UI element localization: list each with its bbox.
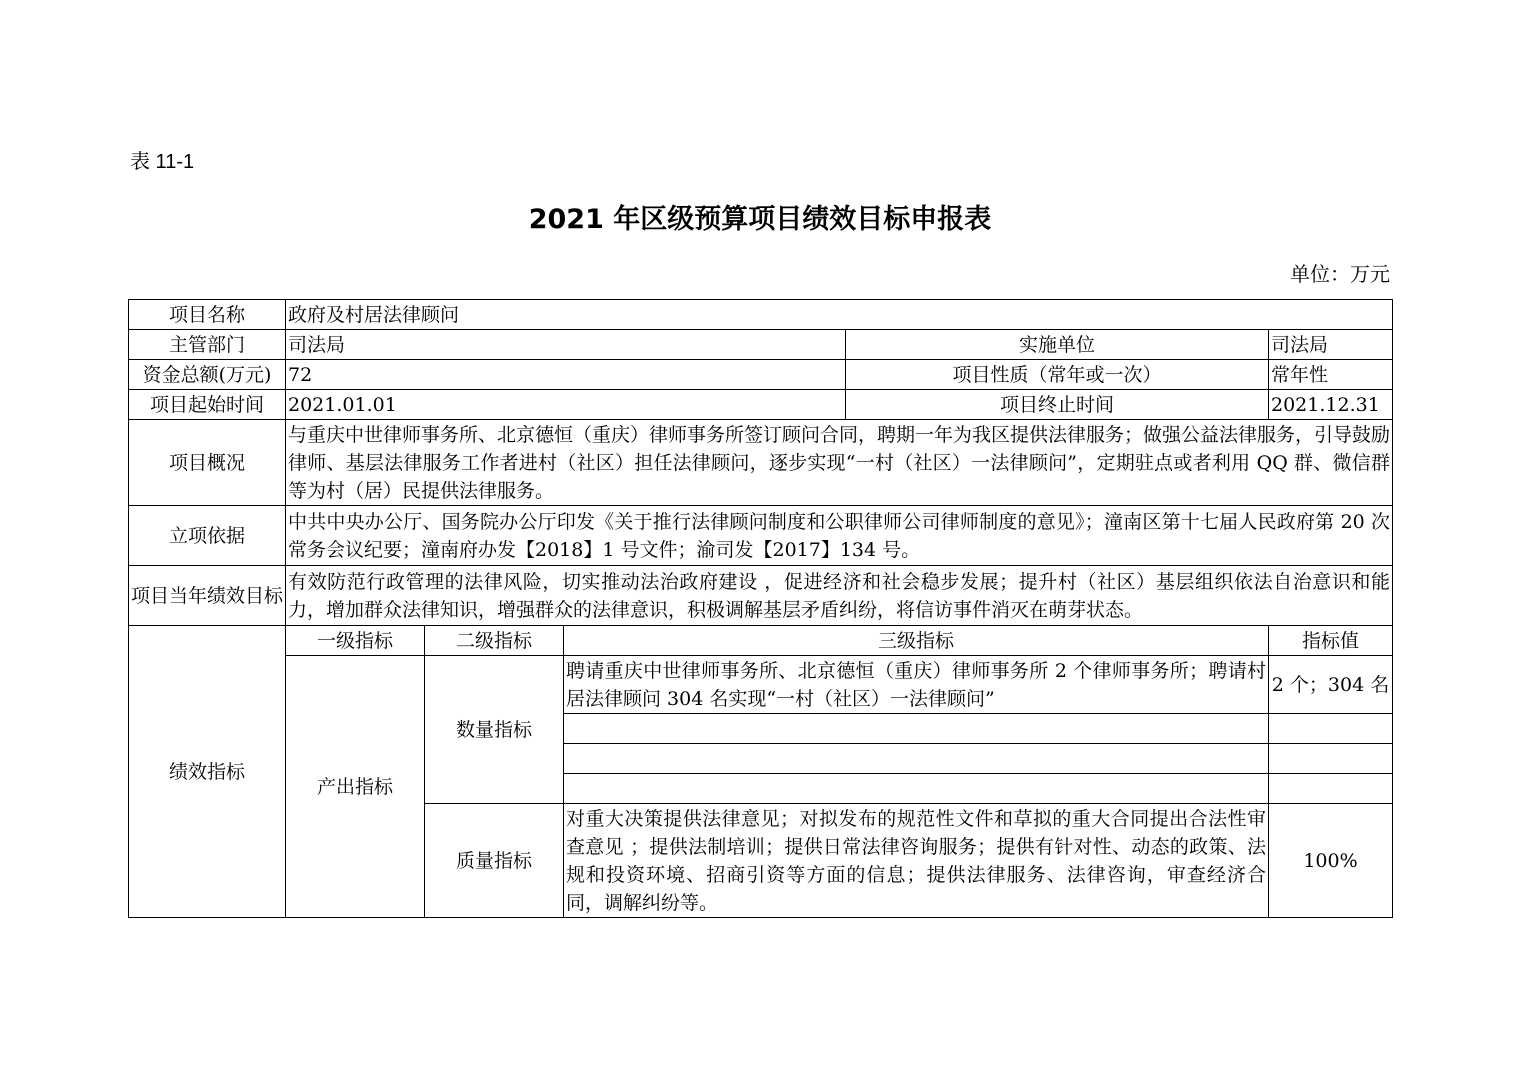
implementing-unit-label: 实施单位 <box>846 330 1269 360</box>
start-date-label: 项目起始时间 <box>129 390 286 420</box>
quantity-indicator-text: 聘请重庆中世律师事务所、北京德恒（重庆）律师事务所 2 个律师事务所；聘请村居法律顾问 304 名实现“一村（社区）一法律顾问” <box>564 656 1269 714</box>
basis-value: 中共中央办公厅、国务院办公厅印发《关于推行法律顾问制度和公职律师公司律师制度的意见》；潼南区第十七届人民政府第 20 次常务会议纪要；潼南府办发【2018】1 号文件；渝司发【2017】134 号。 <box>286 506 1393 566</box>
quantity-indicator-text <box>564 714 1269 744</box>
fund-total-value: 72 <box>286 360 846 390</box>
end-date-value: 2021.12.31 <box>1269 390 1393 420</box>
project-name-label: 项目名称 <box>129 300 286 330</box>
basis-label: 立项依据 <box>129 506 286 566</box>
end-date-label: 项目终止时间 <box>846 390 1269 420</box>
quantity-indicator-value: 2 个；304 名 <box>1269 656 1393 714</box>
quantity-indicator-label: 数量指标 <box>425 656 564 804</box>
project-name-value: 政府及村居法律顾问 <box>286 300 1393 330</box>
quality-indicator-label: 质量指标 <box>425 804 564 918</box>
table-number: 表 11-1 <box>130 151 195 173</box>
department-value: 司法局 <box>286 330 846 360</box>
level3-header: 三级指标 <box>564 626 1269 656</box>
fund-total-label: 资金总额(万元) <box>129 360 286 390</box>
quantity-indicator-value <box>1269 714 1393 744</box>
output-indicator-label: 产出指标 <box>286 656 425 918</box>
level2-header: 二级指标 <box>425 626 564 656</box>
quantity-indicator-text <box>564 744 1269 774</box>
annual-goal-value: 有效防范行政管理的法律风险，切实推动法治政府建设 ，促进经济和社会稳步发展；提升村（社区）基层组织依法自治意识和能力，增加群众法律知识，增强群众的法律意识，积极调解基层矛盾纠纷，将信访事件消灭在萌芽状态。 <box>286 566 1393 626</box>
unit-label: 单位：万元 <box>1290 262 1390 286</box>
quantity-indicator-text <box>564 774 1269 804</box>
project-nature-label: 项目性质（常年或一次） <box>846 360 1269 390</box>
quantity-indicator-value <box>1269 774 1393 804</box>
quantity-indicator-value <box>1269 744 1393 774</box>
level1-header: 一级指标 <box>286 626 425 656</box>
quality-indicator-value: 100% <box>1269 804 1393 918</box>
quality-indicator-text: 对重大决策提供法律意见；对拟发布的规范性文件和草拟的重大合同提出合法性审查意见 ；提供法制培训；提供日常法律咨询服务；提供有针对性、动态的政策、法规和投资环境、招商引资等方面的信息；提供法律服务、法律咨询，审查经济合同，调解纠纷等。 <box>564 804 1269 918</box>
indicator-value-header: 指标值 <box>1269 626 1393 656</box>
department-label: 主管部门 <box>129 330 286 360</box>
overview-value: 与重庆中世律师事务所、北京德恒（重庆）律师事务所签订顾问合同，聘期一年为我区提供法律服务；做强公益法律服务，引导鼓励律师、基层法律服务工作者进村（社区）担任法律顾问，逐步实现“一村（社区）一法律顾问”，定期驻点或者利用 QQ 群、微信群等为村（居）民提供法律服务。 <box>286 420 1393 506</box>
document-title: 2021 年区级预算项目绩效目标申报表 <box>528 204 992 235</box>
performance-indicators-label: 绩效指标 <box>129 626 286 918</box>
start-date-value: 2021.01.01 <box>286 390 846 420</box>
annual-goal-label: 项目当年绩效目标 <box>129 566 286 626</box>
project-nature-value: 常年性 <box>1269 360 1393 390</box>
budget-table <box>128 299 1393 918</box>
implementing-unit-value: 司法局 <box>1269 330 1393 360</box>
overview-label: 项目概况 <box>129 420 286 506</box>
